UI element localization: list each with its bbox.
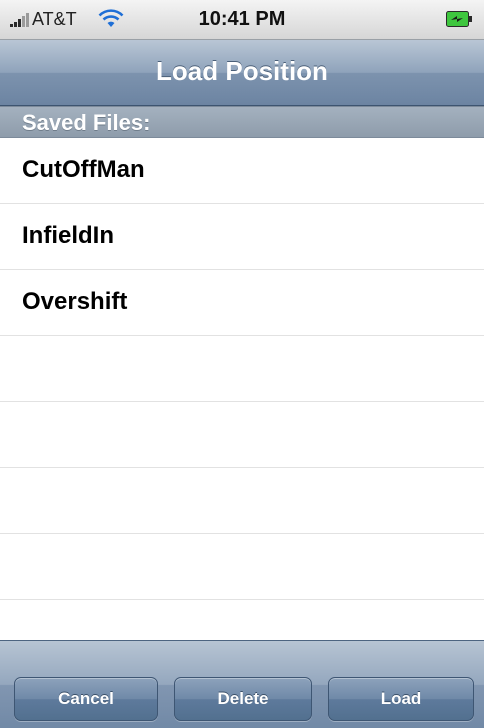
saved-files-list xyxy=(0,138,484,600)
status-bar xyxy=(0,0,484,40)
file-row-cutoffman[interactable] xyxy=(0,138,484,204)
empty-row xyxy=(0,336,484,402)
section-header xyxy=(0,106,484,138)
empty-row xyxy=(0,402,484,468)
battery-charging-icon xyxy=(446,11,472,27)
bottom-toolbar xyxy=(0,640,484,728)
section-title: Saved Files: xyxy=(22,110,151,135)
delete-button[interactable]: Delete xyxy=(174,677,312,721)
empty-row xyxy=(0,468,484,534)
page-title: Load Position xyxy=(156,56,328,86)
cancel-button[interactable]: Cancel xyxy=(14,677,158,721)
file-row-infieldin[interactable] xyxy=(0,204,484,270)
file-name: CutOffMan xyxy=(22,156,145,183)
load-button[interactable]: Load xyxy=(328,677,474,721)
carrier-name: AT&T xyxy=(32,9,77,29)
empty-row xyxy=(0,534,484,600)
file-name: InfieldIn xyxy=(22,222,114,249)
navigation-bar xyxy=(0,40,484,106)
status-time: 10:41 PM xyxy=(198,8,286,30)
file-name: Overshift xyxy=(22,288,128,315)
file-row-overshift[interactable] xyxy=(0,270,484,336)
